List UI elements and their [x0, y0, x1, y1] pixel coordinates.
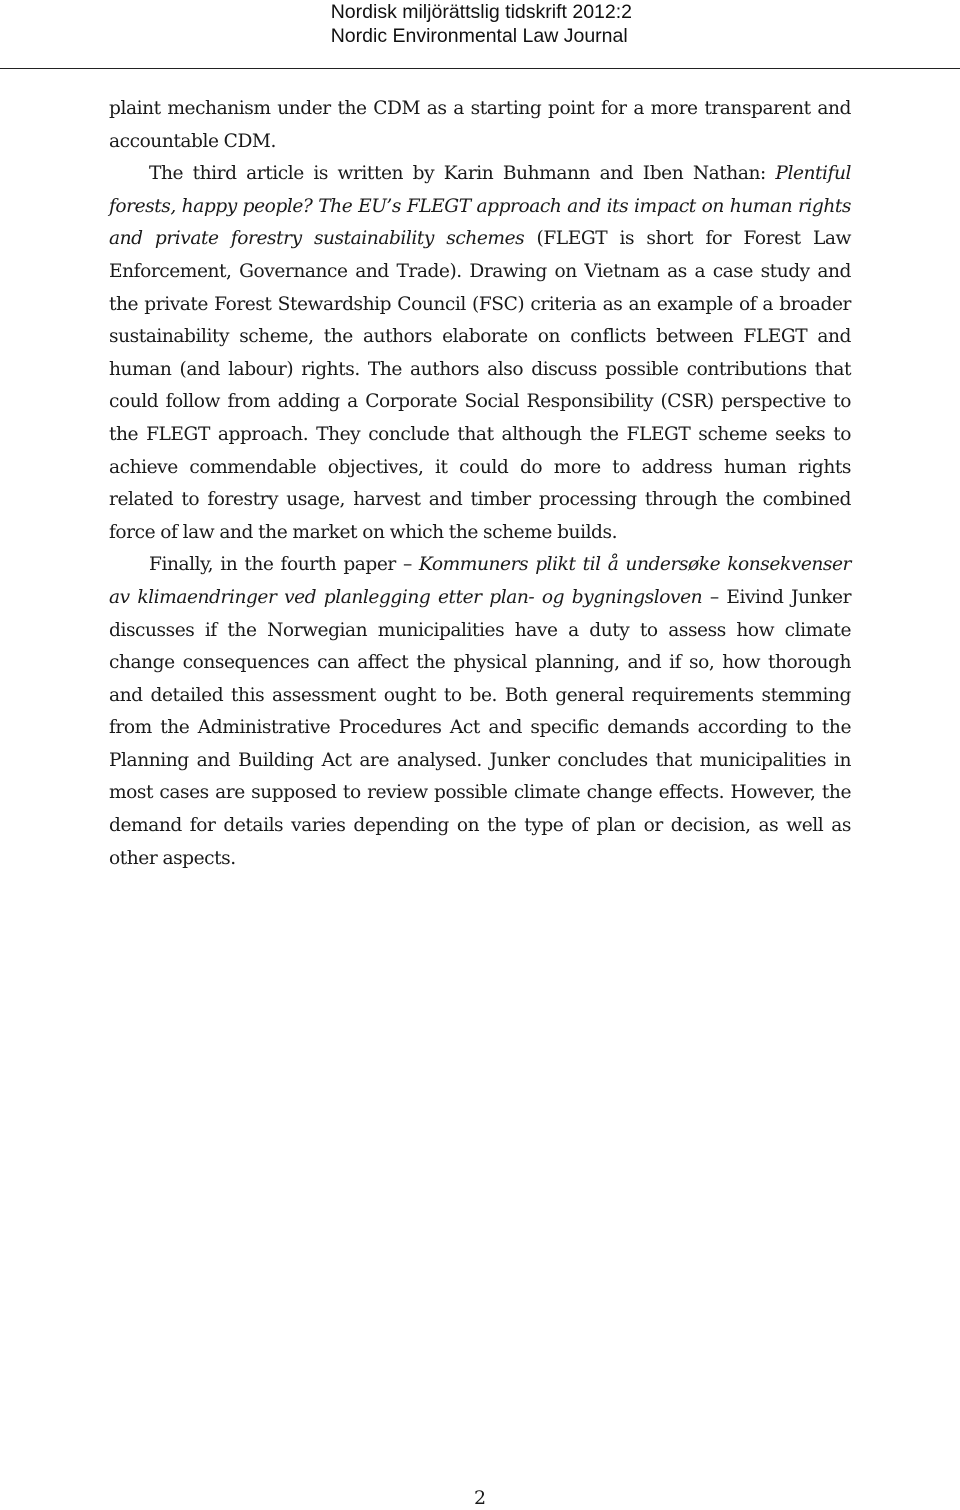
page-header [0, 0, 960, 72]
text-segment: Finally, in the fourth paper – [149, 554, 419, 576]
header-divider [0, 68, 960, 69]
article-title-italic: Plentiful forests, happy people? The EU’s FLEGT approach and its impact on human rights and private forestry sustainability schemes [109, 163, 851, 250]
text-segment: plaint mechanism under the CDM as a starting point for a more transparent and accountable CDM. [109, 98, 851, 152]
text-segment: The third article is written by Karin Buhmann and Iben Nathan: [149, 163, 776, 185]
paragraph-fourth-paper [109, 549, 851, 875]
journal-title [331, 0, 632, 48]
paragraph-third-article [109, 158, 851, 549]
page-number: 2 [473, 1487, 487, 1509]
journal-title-line1: Nordisk miljörättslig tidskrift 2012:2 [330, 1, 632, 23]
journal-title-line2: Nordic Environmental Law Journal [330, 25, 628, 47]
paper-title-italic: Kommuners plikt til å undersøke konsekvenser av klimaendringer ved planlegging etter plan- og bygningsloven [109, 554, 851, 608]
paragraph-continuation [109, 93, 851, 158]
text-segment: (FLEGT is short for Forest Law Enforcement, Governance and Trade). Drawing on Vietnam as a case study and the private Forest Stewardship Council (FSC) criteria as an example of a broader sustainability scheme, the authors elaborate on conflicts between FLEGT and human (and labour) rights. The authors also discuss possible contributions that could follow from adding a Corporate Social Responsibility (CSR) perspective to the FLEGT approach. They conclude that although the FLEGT scheme seeks to achieve commendable objectives, it could do more to address human rights related to forestry usage, harvest and timber processing through the combined force of law and the market on which the scheme builds. [109, 228, 851, 543]
text-segment: – Eivind Junker discusses if the Norwegian municipalities have a duty to assess how climate change consequences can affect the physical planning, and if so, how thorough and detailed this assessment ought to be. Both general requirements stemming from the Administrative Procedures Act and specific demands according to the Planning and Building Act are analysed. Junker concludes that municipalities in most cases are supposed to review possible climate change effects. However, the demand for details varies depending on the type of plan or decision, as well as other aspects. [109, 586, 852, 869]
article-body [109, 93, 851, 875]
